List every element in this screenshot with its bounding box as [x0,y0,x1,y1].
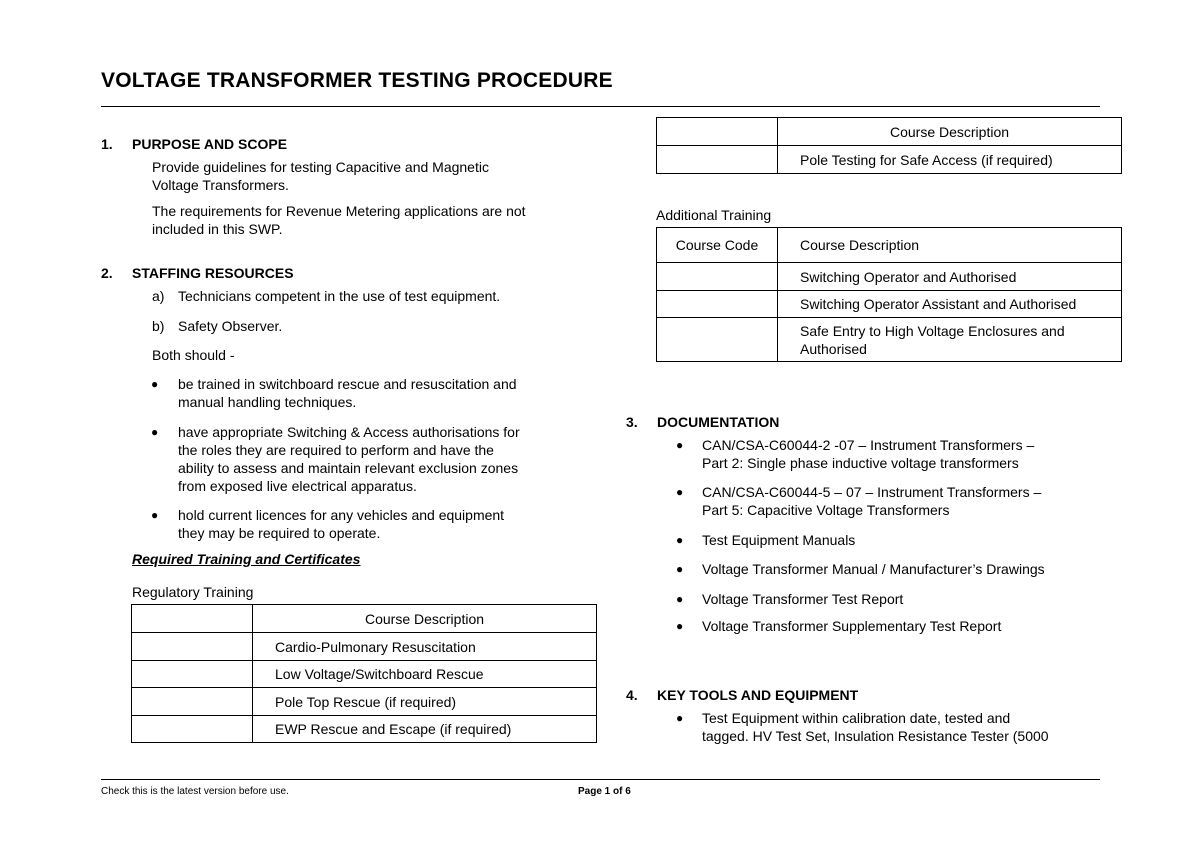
footer-divider [101,779,1100,780]
regulatory-training-label: Regulatory Training [132,584,254,600]
text-line: the roles they are required to perform and have the [178,442,494,458]
table-cell [657,263,778,291]
list-item-b-label: b) [152,318,165,334]
bullet-item-1 [178,375,517,411]
bullet-icon: ● [676,711,684,725]
regulatory-training-table [131,604,597,743]
table-header-cell: Course Description [778,118,1122,146]
table-row [132,633,597,661]
documentation-item: Voltage Transformer Test Report [702,591,904,607]
text-line: Voltage Transformers. [152,177,289,193]
text-line: CAN/CSA-C60044-2 -07 – Instrument Transformers – [702,437,1035,453]
table-cell [657,318,778,362]
table-cell [132,716,253,743]
section-2-title: STAFFING RESOURCES [132,265,294,281]
text-line: be trained in switchboard rescue and resuscitation and [178,376,517,392]
table-cell [657,291,778,318]
bullet-icon: ● [676,592,684,606]
section-4-title: KEY TOOLS AND EQUIPMENT [657,687,859,703]
bullet-icon: ● [151,377,159,391]
tools-item [702,709,1049,745]
list-item-a-label: a) [152,288,165,304]
table-header-cell [132,605,253,633]
required-training-heading: Required Training and Certificates [132,551,361,567]
table-row [657,291,1122,318]
page-number: Page 1 of 6 [578,786,631,797]
text-line: CAN/CSA-C60044-5 – 07 – Instrument Transformers – [702,484,1042,500]
table-cell: Switching Operator Assistant and Authorised [778,291,1122,318]
table-cell: Low Voltage/Switchboard Rescue [253,661,597,688]
table-cell: Cardio-Pulmonary Resuscitation [253,633,597,661]
table-header-cell: Course Description [253,605,597,633]
text-line: Authorised [800,340,867,357]
text-line: tagged. HV Test Set, Insulation Resistance Tester (5000 [702,728,1049,744]
title-divider [101,106,1100,107]
table-cell [778,318,1122,362]
table-row [132,688,597,716]
bullet-item-3 [178,506,504,542]
table-cell [657,146,778,174]
page-title: VOLTAGE TRANSFORMER TESTING PROCEDURE [101,69,613,92]
section-2-number: 2. [101,265,113,281]
section-3-title: DOCUMENTATION [657,414,780,430]
table-row [657,318,1122,362]
text-line: manual handling techniques. [178,394,357,410]
text-line: from exposed live electrical apparatus. [178,478,417,494]
section-3-number: 3. [626,414,638,430]
text-line: ability to assess and maintain relevant exclusion zones [178,460,519,476]
table-cell [132,633,253,661]
bullet-icon: ● [676,438,684,452]
text-line: The requirements for Revenue Metering applications are not [152,203,526,219]
text-line: included in this SWP. [152,221,283,237]
section-1-paragraph-2 [152,202,526,238]
list-item-a: Technicians competent in the use of test equipment. [178,288,501,304]
documentation-item: Voltage Transformer Supplementary Test Report [702,618,1002,634]
documentation-item [702,483,1041,519]
bullet-icon: ● [676,562,684,576]
list-item-b: Safety Observer. [178,318,283,334]
table-row [657,146,1122,174]
text-line: Test Equipment within calibration date, tested and [702,710,1011,726]
section-4-number: 4. [626,687,638,703]
table-cell [132,661,253,688]
table-header-cell: Course Code [657,228,778,263]
table-row [132,716,597,743]
text-line: Part 2: Single phase inductive voltage transformers [702,455,1019,471]
section-1-title: PURPOSE AND SCOPE [132,136,288,152]
table-header-row [657,228,1122,263]
bullet-icon: ● [151,508,159,522]
bullet-icon: ● [676,533,684,547]
bullet-icon: ● [676,619,684,633]
regulatory-training-table-continued [656,117,1122,174]
bullet-item-2 [178,423,520,495]
table-header-cell: Course Description [778,228,1122,263]
text-line: they may be required to operate. [178,525,381,541]
table-cell: Switching Operator and Authorised [778,263,1122,291]
table-cell: Pole Top Rescue (if required) [253,688,597,716]
footer-version-note: Check this is the latest version before use. [101,786,289,797]
text-line: Safe Entry to High Voltage Enclosures and [800,322,1065,339]
table-cell: Pole Testing for Safe Access (if required) [778,146,1122,174]
bullet-icon: ● [151,425,159,439]
table-header-cell [657,118,778,146]
documentation-item: Test Equipment Manuals [702,532,856,548]
text-line: hold current licences for any vehicles and equipment [178,507,505,523]
text-line: Provide guidelines for testing Capacitive and Magnetic [152,159,489,175]
both-should-text: Both should - [152,347,235,363]
table-header-row [657,118,1122,146]
documentation-item [702,436,1034,472]
text-line: Part 5: Capacitive Voltage Transformers [702,502,950,518]
additional-training-table [656,227,1122,362]
additional-training-label: Additional Training [656,207,772,223]
bullet-icon: ● [676,485,684,499]
table-row [132,661,597,688]
documentation-item: Voltage Transformer Manual / Manufacturer’s Drawings [702,561,1045,577]
table-cell: EWP Rescue and Escape (if required) [253,716,597,743]
section-1-number: 1. [101,136,113,152]
table-row [657,263,1122,291]
section-1-paragraph-1 [152,158,489,194]
table-header-row [132,605,597,633]
text-line: have appropriate Switching & Access authorisations for [178,424,520,440]
table-cell [132,688,253,716]
